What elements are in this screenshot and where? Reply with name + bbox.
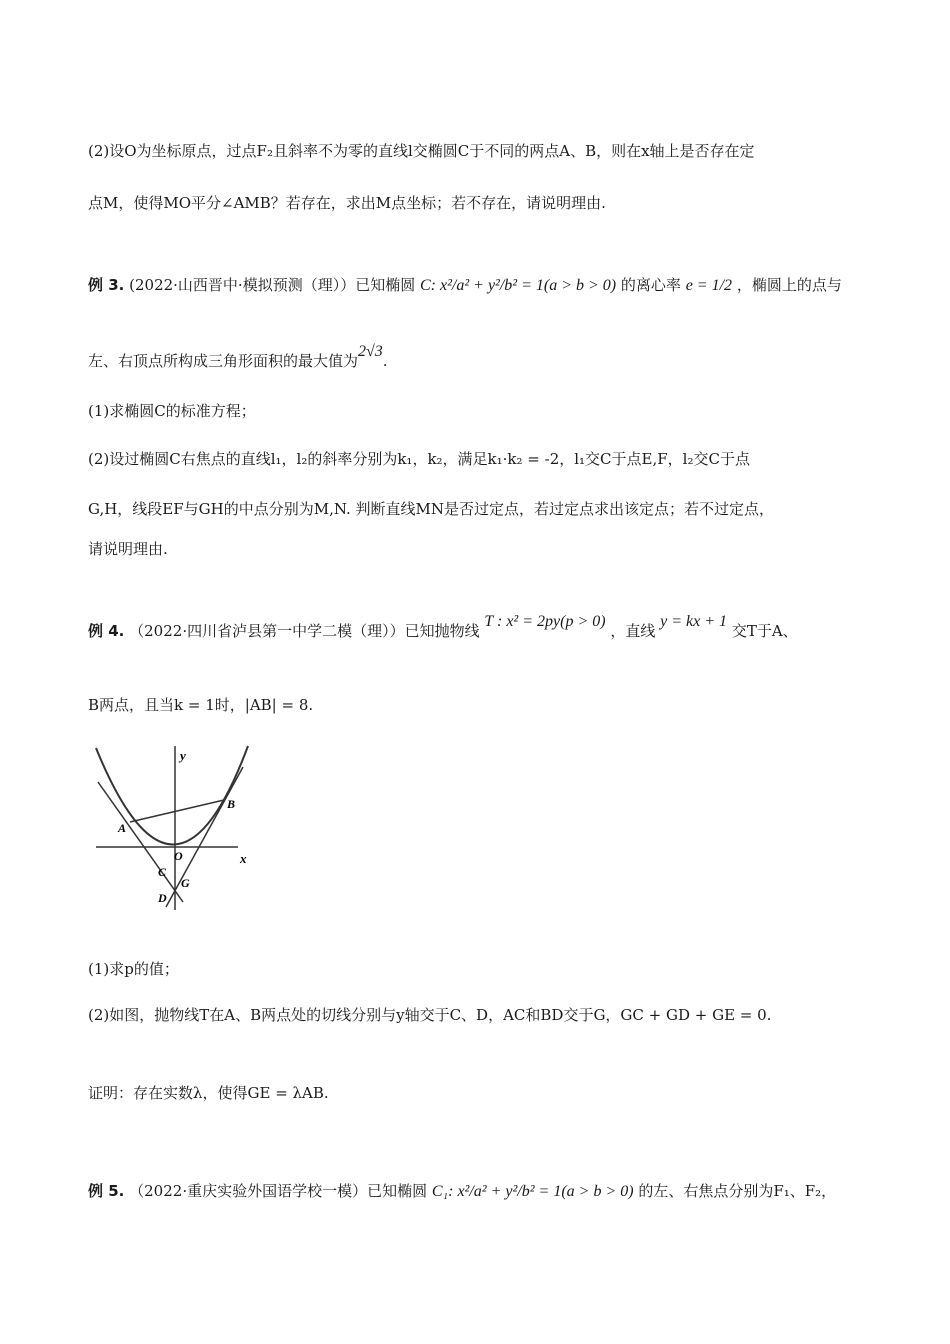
example-5-label: 例 5.	[88, 1182, 125, 1200]
example-3-label: 例 3.	[88, 276, 125, 294]
text-line: ，直线	[610, 622, 656, 640]
label-o: O	[174, 849, 183, 863]
example-4-question-2b: 证明：存在实数λ，使得GE = λAB.	[88, 1084, 329, 1102]
example-5-header	[88, 1180, 836, 1203]
text-line-1: (2)设O为坐标原点，过点F₂且斜率不为零的直线l交椭圆C于不同的两点A、B，则在x轴上是否存在定	[88, 142, 755, 160]
chord-ab	[130, 800, 224, 822]
parabola-equation: T : x² = 2py(p > 0)	[484, 613, 606, 630]
max-area-value: 2√3	[358, 343, 383, 360]
example-3-question-2: (2)设过椭圆C右焦点的直线l₁，l₂的斜率分别为k₁，k₂，满足k₁·k₂ = -2，l₁交C于点E,F，l₂交C于点	[88, 450, 750, 468]
text-line-2: 点M，使得MO平分∠AMB？若存在，求出M点坐标；若不存在，请说明理由.	[88, 194, 606, 212]
example-3-line-2: 左、右顶点所构成三角形面积的最大值为2√3.	[88, 343, 388, 370]
example-4-line-2: B两点，且当k = 1时，|AB| = 8.	[88, 696, 314, 714]
example-4-question-1: (1)求p的值；	[88, 960, 179, 978]
ellipse-c1-equation: C₁: x²/a² + y²/b² = 1(a > b > 0)	[431, 1183, 634, 1200]
example-3-header	[88, 274, 842, 297]
text-eccentricity: 的离心率	[620, 276, 681, 294]
label-c: C	[158, 865, 167, 879]
example-3-question-2c: 请说明理由.	[88, 540, 168, 558]
text-foci: 的左、右焦点分别为F₁、F₂，	[638, 1182, 837, 1200]
example-5-source: （2022·重庆实验外国语学校一模）已知椭圆	[129, 1182, 428, 1200]
label-x: x	[240, 851, 247, 866]
label-a: A	[118, 821, 127, 835]
tangent-a	[98, 782, 183, 902]
label-g: G	[181, 876, 190, 890]
example-4-source: （2022·四川省泸县第一中学二模（理））已知抛物线	[129, 622, 480, 640]
parabola-figure	[88, 742, 258, 912]
label-d: D	[158, 891, 167, 905]
example-3-source: (2022·山西晋中·模拟预测（理））已知椭圆	[129, 276, 416, 294]
ellipse-equation: C: x²/a² + y²/b² = 1(a > b > 0)	[420, 277, 617, 294]
example-4-question-2: (2)如图，抛物线T在A、B两点处的切线分别与y轴交于C、D，AC和BD交于G，GC + GD + GE = 0.	[88, 1006, 772, 1024]
text-intersect: 交T于A、	[731, 622, 798, 640]
example-3-question-2b: G,H，线段EF与GH的中点分别为M,N. 判断直线MN是否过定点，若过定点求出该定点；若不过定点，	[88, 500, 775, 518]
label-y: y	[180, 748, 186, 763]
line-equation: y = kx + 1	[660, 613, 728, 630]
text-max-area: 左、右顶点所构成三角形面积的最大值为	[88, 352, 359, 370]
example-4-label: 例 4.	[88, 622, 125, 640]
eccentricity-value: e = 1/2	[685, 277, 733, 294]
label-b: B	[227, 797, 236, 811]
text-ellipse-points: ，椭圆上的点与	[736, 276, 842, 294]
example-4-header	[88, 613, 798, 643]
example-3-question-1: (1)求椭圆C的标准方程；	[88, 402, 256, 420]
tangent-b	[166, 767, 243, 907]
